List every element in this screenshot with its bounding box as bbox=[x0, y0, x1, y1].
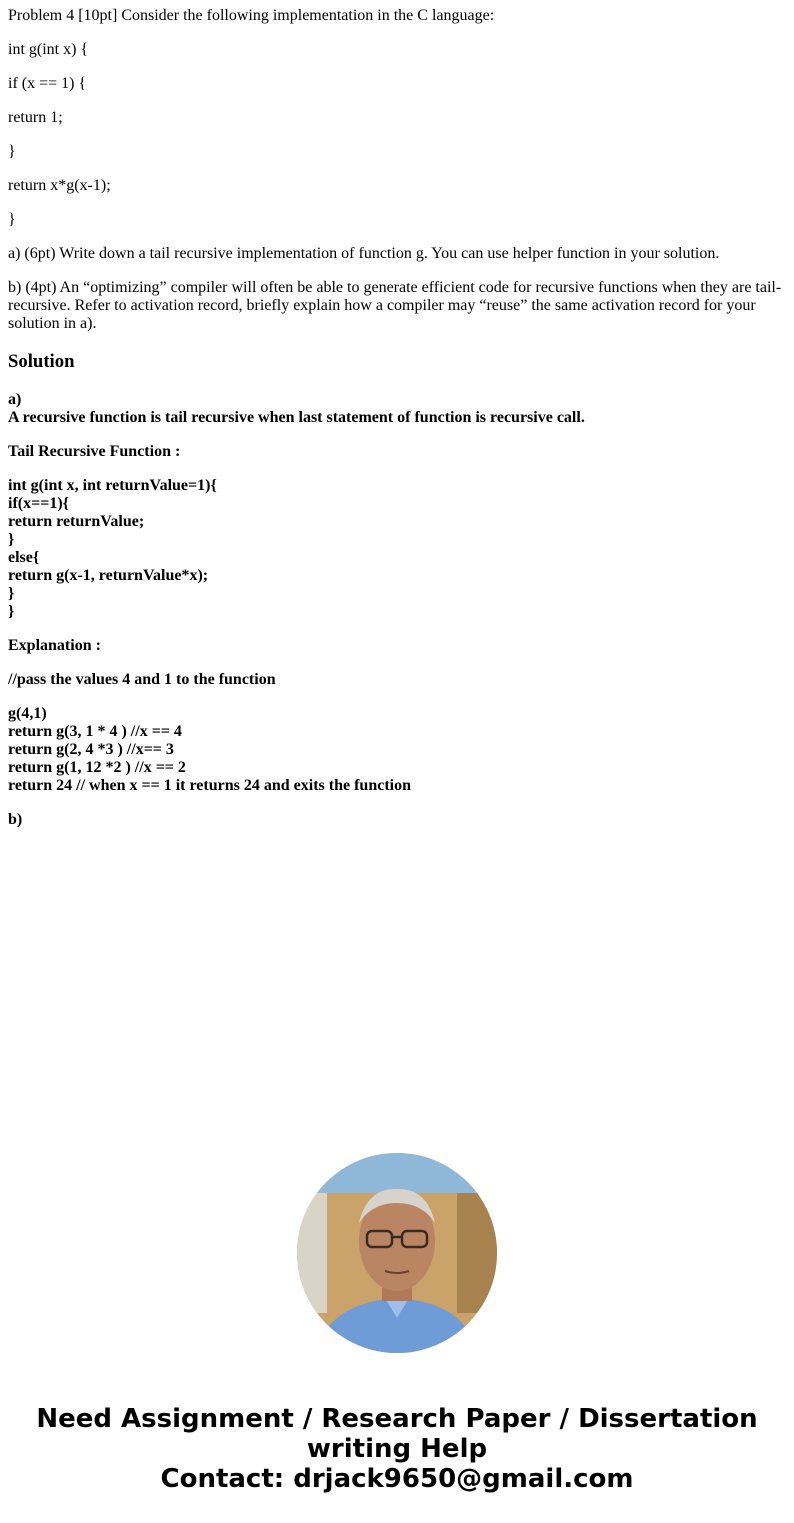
a-label: a) bbox=[8, 391, 22, 408]
footer-line: writing Help bbox=[306, 1434, 488, 1464]
trace-line: return 24 // when x == 1 it returns 24 and exits the function bbox=[8, 777, 411, 794]
avatar bbox=[297, 1153, 497, 1353]
code-line: return x*g(x-1); bbox=[8, 177, 111, 194]
code-line: int g(int x, int returnValue=1){ bbox=[8, 477, 217, 494]
code-line: if (x == 1) { bbox=[8, 75, 87, 92]
code-line: return g(x-1, returnValue*x); bbox=[8, 567, 209, 584]
trace-line: return g(2, 4 *3 ) //x== 3 bbox=[8, 741, 174, 758]
code-line: int g(int x) { bbox=[8, 41, 89, 58]
problem-intro: Problem 4 [10pt] Consider the following implementation in the C language: bbox=[8, 7, 495, 24]
footer-line: Need Assignment / Research Paper / Dissertation bbox=[36, 1404, 758, 1434]
trace-line: return g(1, 12 *2 ) //x == 2 bbox=[8, 759, 186, 776]
explanation-label: Explanation : bbox=[8, 637, 101, 654]
code-line: return 1; bbox=[8, 109, 63, 126]
trace-line: return g(3, 1 * 4 ) //x == 4 bbox=[8, 723, 182, 740]
code-line: return returnValue; bbox=[8, 513, 145, 530]
trace bbox=[8, 705, 786, 795]
solution-a bbox=[8, 391, 786, 427]
code-line: } bbox=[8, 211, 16, 228]
avatar-photo bbox=[297, 1153, 497, 1353]
solution-heading: Solution bbox=[8, 351, 75, 372]
code-line: } bbox=[8, 531, 15, 548]
code-line: if(x==1){ bbox=[8, 495, 69, 512]
document-body bbox=[8, 7, 786, 845]
part-a-question: a) (6pt) Write down a tail recursive implementation of function g. You can use helper function in your solution. bbox=[8, 245, 720, 262]
b-label: b) bbox=[8, 811, 23, 828]
code-line: } bbox=[8, 143, 16, 160]
pass-comment: //pass the values 4 and 1 to the function bbox=[8, 671, 276, 688]
code-line: else{ bbox=[8, 549, 40, 566]
tail-label: Tail Recursive Function : bbox=[8, 443, 181, 460]
code-line: } bbox=[8, 603, 15, 620]
contact-footer bbox=[0, 1404, 794, 1494]
code-line: } bbox=[8, 585, 15, 602]
definition: A recursive function is tail recursive when last statement of function is recursive call. bbox=[8, 409, 585, 426]
part-b-question: b) (4pt) An “optimizing” compiler will often be able to generate efficient code for recursive functions when they are tail-recursive. Refer to activation record, briefly explain how a compiler may “reuse” the same activation record for your solution in a). bbox=[8, 279, 782, 332]
footer-contact: Contact: drjack9650@gmail.com bbox=[160, 1464, 634, 1494]
solution-code bbox=[8, 477, 786, 621]
trace-line: g(4,1) bbox=[8, 705, 47, 722]
